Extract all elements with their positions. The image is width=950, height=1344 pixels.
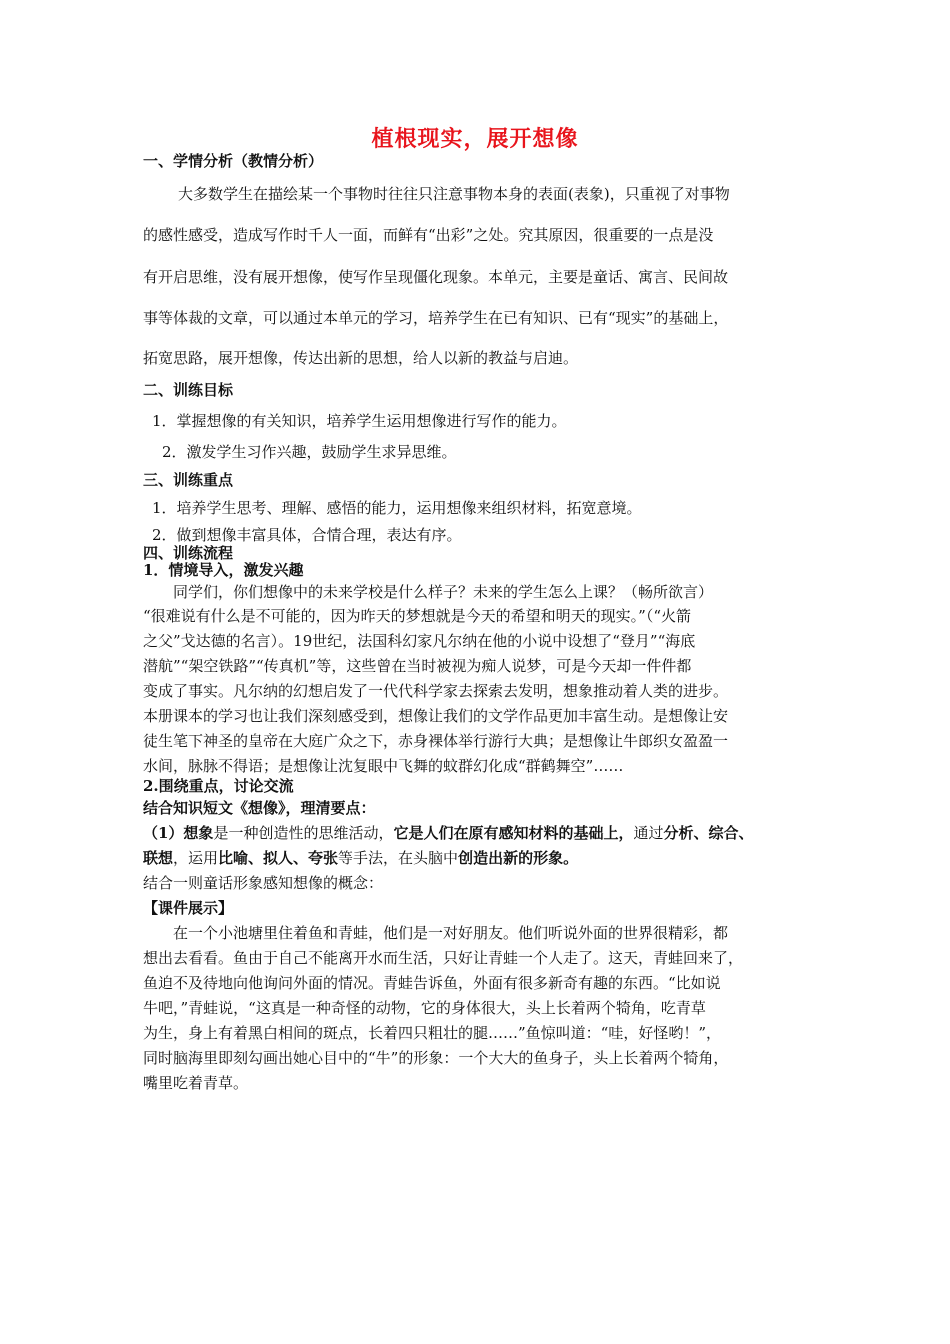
section-heading-process: 四、训练流程 (143, 544, 234, 562)
section-heading-analysis: 一、学情分析（教情分析） (143, 152, 324, 170)
paragraph-line: 的感性感受，造成写作时千人一面，而鲜有“出彩”之处。究其原因，很重要的一点是没 (143, 226, 714, 244)
story-line: 鱼迫不及待地向他询问外面的情况。青蛙告诉鱼，外面有很多新奇有趣的东西。“比如说 (143, 974, 721, 992)
paragraph-line: 同学们，你们想像中的未来学校是什么样子？未来的学生怎么上课？（畅所欲言） (143, 583, 714, 601)
focus-item: 1．培养学生思考、理解、感悟的能力，运用想像来组织材料，拓宽意境。 (152, 499, 642, 517)
focus-item: 2．做到想像丰富具体，合情合理，表达有序。 (152, 526, 462, 544)
definition-text: 通过 (633, 824, 664, 842)
definition-emphasis: 分析、综合、 (663, 824, 754, 842)
story-line: 为生，身上有着黑白相间的斑点，长着四只粗壮的腿……”鱼惊叫道：“哇，好怪哟！”， (143, 1024, 722, 1042)
subheading-discussion: 2.围绕重点，讨论交流 (143, 777, 294, 795)
story-line: 在一个小池塘里住着鱼和青蛙，他们是一对好朋友。他们听说外面的世界很精彩，都 (143, 924, 729, 942)
paragraph-line: 变成了事实。凡尔纳的幻想启发了一代代科学家去探索去发明，想象推动着人类的进步。 (143, 682, 729, 700)
story-line: 牛吧，”青蛙说，“这真是一种奇怪的动物，它的身体很大，头上长着两个犄角，吃青草 (143, 999, 706, 1017)
story-line: 想出去看看。鱼由于自己不能离开水而生活，只好让青蛙一个人走了。这天，青蛙回来了， (143, 949, 744, 967)
subheading-intro: 1．情境导入，激发兴趣 (143, 561, 304, 579)
story-line: 同时脑海里即刻勾画出她心目中的“牛”的形象：一个大大的鱼身子，头上长着两个犄角， (143, 1049, 729, 1067)
goal-item: 1．掌握想像的有关知识，培养学生运用想像进行写作的能力。 (152, 412, 567, 430)
paragraph-line: 拓宽思路，展开想像，传达出新的思想，给人以新的教益与启迪。 (143, 349, 579, 367)
section-heading-goals: 二、训练目标 (143, 381, 234, 399)
definition-term: （1）想象 (143, 824, 214, 842)
courseware-label: 【课件展示】 (143, 899, 234, 917)
definition-line (143, 822, 754, 843)
definition-emphasis: 联想 (143, 849, 174, 867)
paragraph-line: 水间，脉脉不得语；是想像让沈复眼中飞舞的蚊群幻化成“群鹤舞空”…… (143, 757, 624, 775)
paragraph-line: 徒生笔下神圣的皇帝在大庭广众之下，赤身裸体举行游行大典；是想像让牛郎织女盈盈一 (143, 732, 729, 750)
paragraph-line: 大多数学生在描绘某一个事物时往往只注意事物本身的表面(表象)，只重视了对事物 (178, 185, 730, 203)
document-title: 植根现实，展开想像 (371, 126, 579, 152)
paragraph-line: 结合一则童话形象感知想像的概念： (143, 874, 384, 892)
definition-line (143, 847, 578, 868)
paragraph-line: 事等体裁的文章，可以通过本单元的学习，培养学生在已有知识、已有“现实”的基础上， (143, 309, 729, 327)
definition-emphasis: 比喻、拟人、夸张 (218, 849, 339, 867)
section-heading-focus: 三、训练重点 (143, 471, 234, 489)
paragraph-line: “很难说有什么是不可能的，因为昨天的梦想就是今天的希望和明天的现实。”（“火箭 (143, 607, 692, 625)
paragraph-line: 之父”戈达德的名言）。19世纪，法国科幻家凡尔纳在他的小说中设想了“登月”“海底 (143, 632, 696, 650)
story-line: 嘴里吃着青草。 (143, 1074, 249, 1092)
definition-emphasis: 创造出新的形象。 (458, 849, 579, 867)
paragraph-line: 本册课本的学习也让我们深刻感受到，想像让我们的文学作品更加丰富生动。是想像让安 (143, 707, 729, 725)
definition-text: 等手法，在头脑中 (338, 849, 459, 867)
definition-emphasis: 它是人们在原有感知材料的基础上， (393, 824, 634, 842)
definition-text: 是一种创造性的思维活动， (213, 824, 394, 842)
paragraph-line: 潜航”“架空铁路”“传真机”等，这些曾在当时被视为痴人说梦，可是今天却一件件都 (143, 657, 692, 675)
subheading-knowledge: 结合知识短文《想像》，理清要点： (143, 799, 376, 817)
goal-item: 2．激发学生习作兴趣，鼓励学生求异思维。 (162, 443, 457, 461)
paragraph-line: 有开启思维，没有展开想像，使写作呈现僵化现象。本单元，主要是童话、寓言、民间故 (143, 268, 729, 286)
definition-text: ，运用 (173, 849, 219, 867)
